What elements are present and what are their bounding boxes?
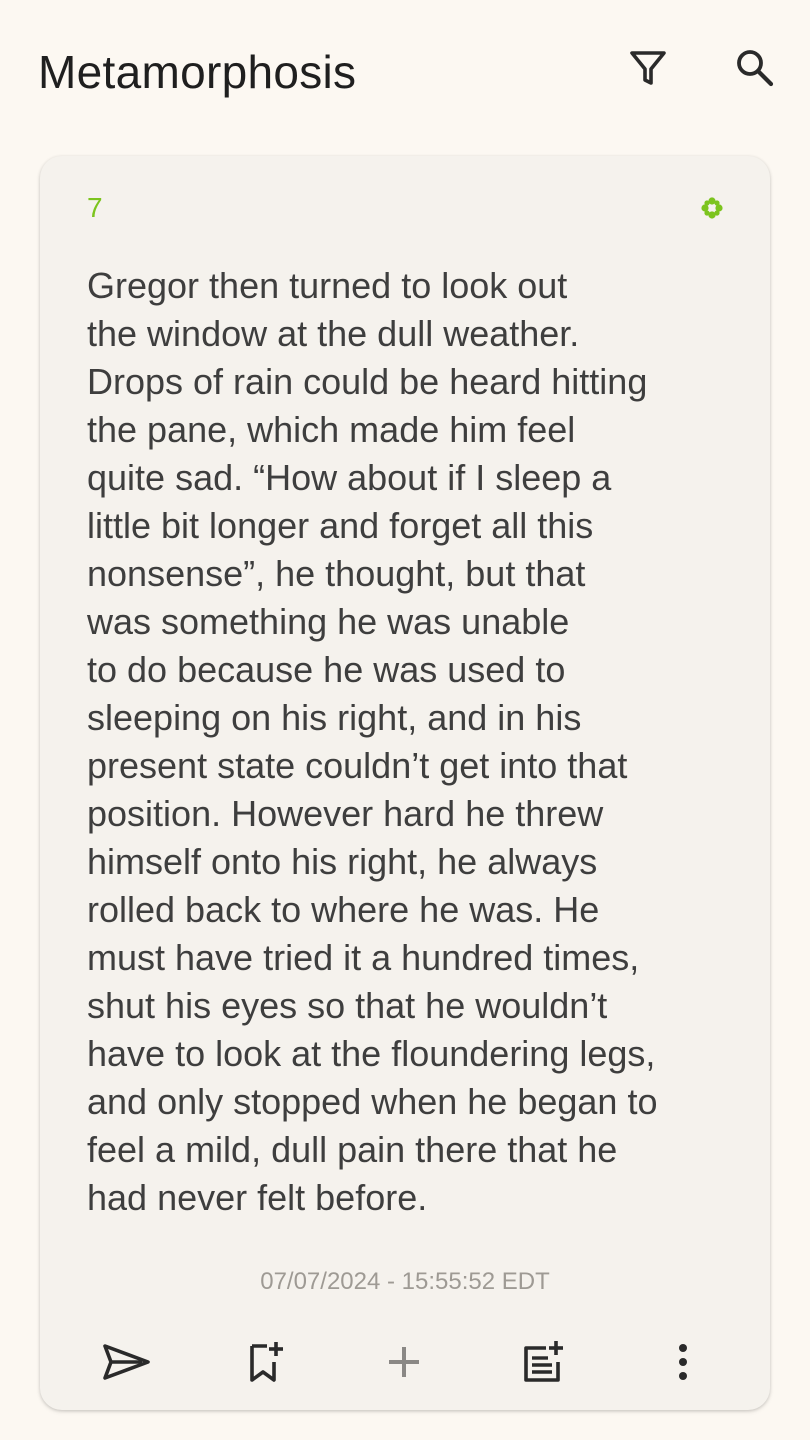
timestamp: 07/07/2024 - 15:55:52 EDT — [260, 1268, 550, 1295]
note-text: Gregor then turned to look out the window at the dull weather. Drops of rain could be heard hitting the pane, which made him feel quite sad. “How about if I sleep a little bit longer and forget all this nonsense”, he thought, but that was something he was unable to do because he was used to sleeping on his right, and in his present state couldn’t get into that position. However hard he threw himself onto his right, he always rolled back to where he was. He must have tried it a hundred times, shut his eyes so that he wouldn’t have to look at the floundering legs, and only stopped when he began to feel a mild, dull pain there that he had never felt before. — [87, 265, 658, 1218]
card-action-bar — [40, 1328, 770, 1396]
send-icon — [102, 1342, 152, 1382]
app-bar — [0, 0, 810, 140]
add-button[interactable] — [370, 1328, 438, 1396]
add-icon — [384, 1342, 424, 1382]
search-button[interactable] — [727, 40, 783, 96]
search-icon — [734, 47, 776, 89]
more-options-button[interactable] — [649, 1328, 717, 1396]
filter-icon — [628, 48, 668, 88]
note-card[interactable] — [40, 156, 770, 1410]
send-button[interactable] — [93, 1328, 161, 1396]
filter-button[interactable] — [620, 40, 676, 96]
card-number: 7 — [87, 192, 103, 223]
note-add-button[interactable] — [509, 1328, 577, 1396]
bookmark-add-button[interactable] — [232, 1328, 300, 1396]
bookmark-add-icon — [245, 1340, 287, 1384]
note-add-icon — [520, 1340, 566, 1384]
more-vertical-icon — [673, 1342, 693, 1382]
page-title: Metamorphosis — [38, 46, 357, 98]
flower-icon — [700, 196, 724, 220]
